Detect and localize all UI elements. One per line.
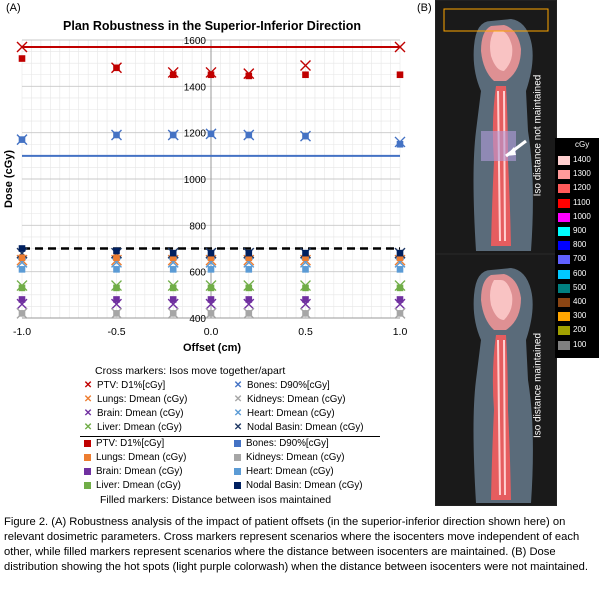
legend-item bbox=[232, 394, 346, 405]
legend-item bbox=[82, 394, 187, 405]
filled-marker bbox=[19, 296, 26, 303]
legend-item bbox=[232, 480, 363, 491]
colorbar-level bbox=[555, 282, 599, 294]
filled-marker bbox=[113, 65, 120, 72]
legend-label: Kidneys: Dmean (cGy) bbox=[247, 394, 346, 405]
colorbar-swatch bbox=[558, 184, 570, 193]
top-image-label-wrap bbox=[528, 30, 548, 250]
colorbar-label: 1000 bbox=[573, 211, 591, 221]
colorbar-label: 600 bbox=[573, 268, 587, 278]
filled-marker bbox=[302, 133, 309, 140]
legend-filled-marker bbox=[234, 482, 241, 489]
legend-filled-marker bbox=[84, 440, 91, 447]
filled-marker bbox=[246, 296, 253, 303]
y-axis-label: Dose (cGy) bbox=[3, 149, 15, 209]
filled-marker bbox=[19, 136, 26, 143]
legend-item bbox=[232, 422, 364, 433]
filled-marker bbox=[397, 141, 404, 148]
legend-label: Nodal Basin: Dmean (cGy) bbox=[247, 422, 364, 433]
colorbar-level bbox=[555, 253, 599, 265]
y-tick-label: 600 bbox=[189, 267, 206, 279]
colorbar-label: 1400 bbox=[573, 155, 591, 164]
legend-label: Bones: D90%[cGy] bbox=[246, 438, 329, 449]
legend-item bbox=[82, 408, 184, 419]
y-tick-label: 1600 bbox=[183, 36, 206, 47]
colorbar-level bbox=[555, 168, 599, 180]
colorbar-swatch bbox=[558, 270, 570, 279]
filled-legend-title: Filled markers: Distance between isos maintained bbox=[100, 494, 332, 506]
colorbar-label: 400 bbox=[573, 297, 587, 306]
filled-marker bbox=[246, 250, 253, 257]
filled-marker bbox=[397, 71, 404, 78]
filled-marker bbox=[208, 266, 215, 273]
legend-item bbox=[232, 438, 329, 449]
colorbar-label: 100 bbox=[573, 339, 587, 349]
legend-item bbox=[82, 452, 186, 463]
filled-marker bbox=[113, 285, 120, 292]
legend-item bbox=[232, 380, 330, 391]
colorbar-level bbox=[555, 296, 599, 308]
legend-item bbox=[82, 480, 181, 491]
filled-marker bbox=[302, 285, 309, 292]
filled-marker bbox=[302, 71, 309, 78]
filled-marker bbox=[302, 266, 309, 273]
legend-label: PTV: D1%[cGy] bbox=[97, 380, 166, 391]
filled-marker bbox=[170, 132, 177, 139]
legend-item bbox=[232, 466, 334, 477]
legend-label: Brain: Dmean (cGy) bbox=[97, 408, 184, 419]
filled-marker bbox=[170, 285, 177, 292]
filled-marker bbox=[208, 285, 215, 292]
filled-marker bbox=[19, 254, 26, 261]
filled-marker bbox=[170, 71, 177, 78]
colorbar-label: 900 bbox=[573, 226, 587, 235]
cross-legend-title: Cross markers: Isos move together/apart bbox=[95, 365, 286, 377]
filled-marker bbox=[397, 266, 404, 273]
filled-marker bbox=[170, 310, 177, 317]
robustness-chart bbox=[0, 0, 430, 355]
x-tick-label: 0.0 bbox=[203, 326, 219, 338]
filled-marker bbox=[246, 132, 253, 139]
legend-item bbox=[232, 452, 345, 463]
filled-marker bbox=[397, 310, 404, 317]
filled-marker bbox=[246, 73, 253, 80]
x-tick-label: 0.5 bbox=[298, 326, 313, 338]
figure-caption: Figure 2. (A) Robustness analysis of the impact of patient offsets (in the superior-inferior direction shown here) on relevant dosimetric parameters. Cross markers represent scenarios where the isocenters move independent of each other, while filled markers represent scenarios where the distance between isocenters are maintained. (B) Dose distribution showing the hot spots (light purple colorwash) when the distance between isocenters were not maintained. bbox=[4, 516, 588, 573]
filled-marker bbox=[113, 266, 120, 273]
x-tick-label: -0.5 bbox=[107, 326, 126, 338]
legend-cross-marker: ✕ bbox=[233, 408, 243, 419]
filled-marker bbox=[246, 310, 253, 317]
y-tick-label: 1000 bbox=[183, 175, 206, 186]
colorbar-swatch bbox=[558, 213, 570, 222]
colorbar-level bbox=[555, 225, 599, 237]
legend-label: Heart: Dmean (cGy) bbox=[246, 466, 334, 477]
legend-label: PTV: D1%[cGy] bbox=[96, 438, 165, 449]
filled-marker bbox=[208, 310, 215, 317]
y-tick-label: 1200 bbox=[183, 128, 206, 140]
x-tick-label: 1.0 bbox=[392, 326, 408, 338]
legend-label: Liver: Dmean (cGy) bbox=[97, 422, 182, 433]
colorbar-level bbox=[555, 310, 599, 322]
filled-marker bbox=[113, 296, 120, 303]
colorbar-label: 700 bbox=[573, 254, 587, 264]
filled-marker bbox=[246, 285, 253, 292]
legend-label: Lungs: Dmean (cGy) bbox=[96, 452, 187, 463]
filled-marker bbox=[397, 296, 404, 303]
legend-filled-marker bbox=[84, 482, 91, 489]
legend-label: Heart: Dmean (cGy) bbox=[247, 408, 335, 419]
colorbar-swatch bbox=[558, 170, 570, 179]
filled-marker bbox=[170, 296, 177, 303]
legend-label: Brain: Dmean (cGy) bbox=[96, 466, 183, 477]
filled-marker bbox=[19, 55, 26, 62]
y-tick-label: 400 bbox=[189, 314, 206, 325]
colorbar-level bbox=[555, 154, 599, 166]
colorbar-swatch bbox=[558, 241, 570, 250]
legend-item bbox=[82, 466, 183, 477]
colorbar-label: 1200 bbox=[573, 183, 591, 193]
filled-marker bbox=[19, 266, 26, 273]
y-tick-label: 800 bbox=[189, 221, 206, 233]
filled-marker bbox=[19, 245, 26, 252]
legend-cross-marker: ✕ bbox=[83, 394, 93, 405]
chart-title: Plan Robustness in the Superior-Inferior Direction bbox=[63, 19, 361, 33]
filled-marker bbox=[397, 285, 404, 292]
colorbar-swatch bbox=[558, 255, 570, 264]
legend-cross-marker: ✕ bbox=[233, 394, 243, 405]
colorbar-label: 1100 bbox=[573, 197, 591, 207]
colorbar-swatch bbox=[558, 298, 570, 307]
legend-cross-marker: ✕ bbox=[233, 422, 243, 433]
filled-marker bbox=[170, 266, 177, 273]
legend-label: Lungs: Dmean (cGy) bbox=[97, 394, 188, 405]
colorbar-swatch bbox=[558, 199, 570, 208]
colorbar-unit: cGy bbox=[575, 140, 590, 149]
filled-marker bbox=[113, 254, 120, 261]
filled-marker bbox=[19, 285, 26, 292]
x-tick-label: -1.0 bbox=[12, 326, 32, 338]
filled-marker bbox=[19, 310, 26, 317]
filled-marker bbox=[113, 310, 120, 317]
colorbar-label: 500 bbox=[573, 282, 587, 292]
filled-marker bbox=[208, 131, 215, 138]
colorbar-label: 300 bbox=[573, 311, 587, 321]
colorbar-swatch bbox=[558, 284, 570, 293]
filled-marker bbox=[208, 250, 215, 257]
colorbar-swatch bbox=[558, 312, 570, 321]
legend-filled-marker bbox=[84, 454, 91, 461]
colorbar-swatch bbox=[558, 326, 570, 335]
colorbar-level bbox=[555, 211, 599, 223]
legend-cross-marker: ✕ bbox=[233, 380, 243, 391]
legend-item bbox=[82, 438, 164, 449]
colorbar-label: 200 bbox=[573, 325, 587, 335]
colorbar-label: 800 bbox=[573, 240, 587, 250]
legend-filled-marker bbox=[84, 468, 91, 475]
legend-label: Liver: Dmean (cGy) bbox=[96, 480, 181, 491]
legend-item bbox=[232, 408, 335, 419]
dose-colorbar bbox=[555, 138, 599, 358]
y-tick-label: 1400 bbox=[183, 82, 206, 94]
filled-marker bbox=[302, 296, 309, 303]
colorbar-swatch bbox=[558, 341, 570, 350]
panel-b-label: (B) bbox=[417, 2, 432, 14]
colorbar-swatch bbox=[558, 156, 570, 165]
bottom-image-label: Iso distance maintained bbox=[532, 332, 544, 439]
filled-marker bbox=[397, 250, 404, 257]
filled-marker bbox=[113, 132, 120, 139]
legend-filled-marker bbox=[234, 454, 241, 461]
legend-item bbox=[82, 422, 182, 433]
legend-label: Bones: D90%[cGy] bbox=[247, 380, 330, 391]
colorbar-level bbox=[555, 339, 599, 351]
colorbar-level bbox=[555, 197, 599, 209]
colorbar-level bbox=[555, 239, 599, 251]
colorbar-level bbox=[555, 268, 599, 280]
filled-marker bbox=[302, 310, 309, 317]
bottom-image-label-wrap bbox=[528, 280, 548, 500]
legend-filled-marker bbox=[234, 440, 241, 447]
filled-marker bbox=[246, 266, 253, 273]
filled-marker bbox=[113, 248, 120, 255]
x-axis-label: Offset (cm) bbox=[182, 342, 242, 354]
colorbar-label: 1300 bbox=[573, 169, 591, 179]
top-image-label: Iso distance not maintained bbox=[532, 74, 544, 197]
legend-cross-marker: ✕ bbox=[83, 380, 93, 391]
legend-label: Nodal Basin: Dmean (cGy) bbox=[246, 480, 363, 491]
colorbar-level bbox=[555, 324, 599, 336]
filled-marker bbox=[170, 250, 177, 257]
filled-marker bbox=[208, 71, 215, 78]
legend-label: Kidneys: Dmean (cGy) bbox=[246, 452, 345, 463]
legend-cross-marker: ✕ bbox=[83, 408, 93, 419]
legend-filled-marker bbox=[234, 468, 241, 475]
legend-item bbox=[82, 380, 165, 391]
legend-cross-marker: ✕ bbox=[83, 422, 93, 433]
filled-marker bbox=[302, 250, 309, 257]
legend-divider bbox=[80, 436, 380, 437]
panel-a-label: (A) bbox=[6, 2, 21, 14]
colorbar-level bbox=[555, 182, 599, 194]
filled-marker bbox=[208, 296, 215, 303]
colorbar-swatch bbox=[558, 227, 570, 236]
